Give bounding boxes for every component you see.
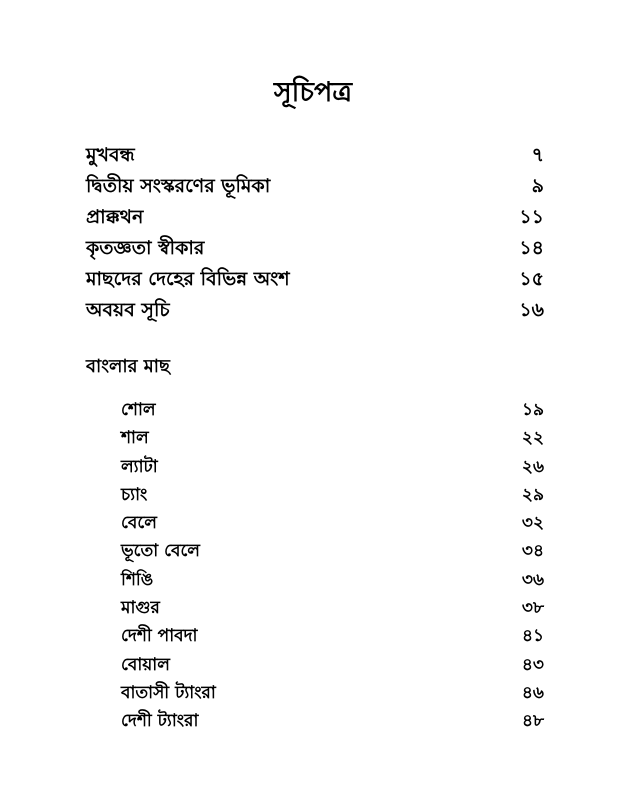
toc-page-number: ১৪ — [519, 237, 544, 259]
toc-page-number: ৭ — [531, 144, 544, 166]
toc-label: শাল — [121, 428, 149, 449]
toc-label: বাতাসী ট্যাংরা — [121, 682, 216, 703]
toc-page-number: ৩৮ — [521, 598, 544, 619]
toc-row — [121, 595, 544, 623]
toc-label: কৃতজ্ঞতা স্বীকার — [86, 237, 205, 259]
toc-label: দ্বিতীয় সংস্করণের ভূমিকা — [86, 175, 271, 197]
toc-page-number: ৯ — [531, 175, 544, 197]
toc-row — [121, 425, 544, 453]
toc-label: ল্যাটা — [121, 456, 158, 477]
toc-row — [121, 510, 544, 538]
toc-row — [86, 296, 544, 327]
toc-label: চ্যাং — [121, 484, 148, 505]
toc-page-number: ৩৪ — [521, 541, 544, 562]
section-heading: বাংলার মাছ — [86, 356, 170, 377]
toc-page-number: ৩৬ — [521, 569, 544, 590]
toc-page-number: ১৯ — [521, 400, 544, 420]
toc-row — [121, 538, 544, 566]
toc-page-number: ২৯ — [521, 484, 544, 505]
toc-row — [86, 234, 544, 265]
toc-label: দেশী পাবদা — [121, 626, 198, 647]
toc-page-number: ২২ — [521, 428, 544, 449]
toc-label: দেশী ট্যাংরা — [121, 711, 199, 732]
toc-page-number: ২৬ — [521, 456, 544, 477]
toc-page-number: ৪৮ — [521, 711, 544, 732]
front-matter-list — [86, 141, 544, 327]
toc-label: ভূতো বেলে — [121, 541, 200, 562]
toc-page-number: ১৫ — [519, 268, 544, 290]
toc-label: শিঙি — [121, 569, 154, 590]
toc-label: মাগুর — [121, 598, 160, 619]
toc-label: বোয়াল — [121, 654, 170, 675]
toc-row — [121, 397, 544, 425]
toc-row — [86, 203, 544, 234]
toc-row — [121, 652, 544, 680]
toc-row — [121, 680, 544, 708]
toc-label: অবয়ব সূচি — [86, 299, 170, 321]
toc-page-number: ৪১ — [521, 626, 544, 647]
fish-entry-list — [121, 397, 544, 737]
toc-row — [86, 265, 544, 296]
toc-row — [86, 172, 544, 203]
toc-page-number: ৪৩ — [521, 654, 544, 675]
toc-page-number: ৪৬ — [521, 682, 544, 703]
toc-page-number: ১১ — [519, 206, 544, 228]
toc-page-number: ৩২ — [521, 513, 544, 534]
toc-label: মুখবন্ধ — [86, 144, 135, 166]
toc-label: বেলে — [121, 513, 157, 534]
toc-row — [121, 482, 544, 510]
toc-label: প্রাক্কথন — [86, 206, 144, 228]
toc-row — [86, 141, 544, 172]
toc-row — [121, 454, 544, 482]
toc-page-number: ১৬ — [519, 299, 544, 321]
toc-row — [121, 567, 544, 595]
toc-row — [121, 708, 544, 736]
toc-row — [121, 623, 544, 651]
toc-label: মাছদের দেহের বিভিন্ন অংশ — [86, 268, 290, 290]
page-title: সূচিপত্র — [273, 77, 353, 108]
toc-label: শোল — [121, 400, 156, 420]
